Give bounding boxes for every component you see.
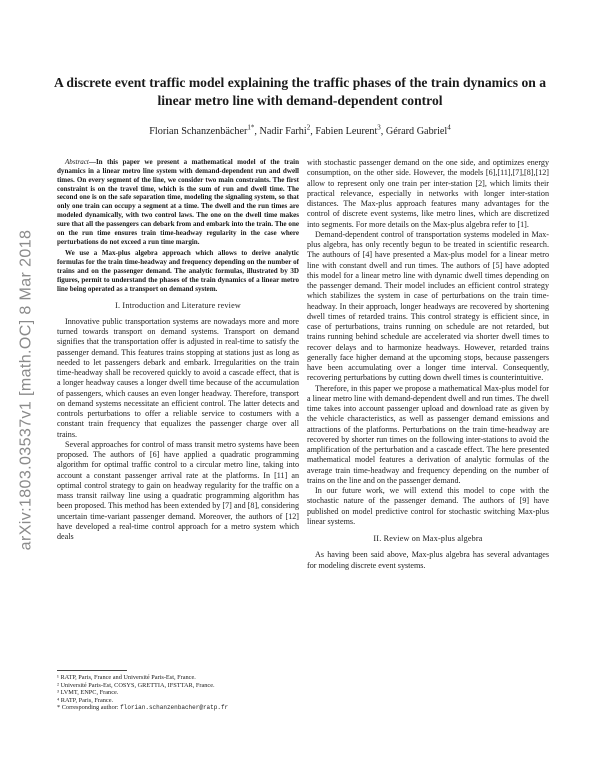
section-heading-max-plus: II. Review on Max-plus algebra	[373, 534, 483, 543]
arxiv-identifier: arXiv:1803.03537v1 [math.OC] 8 Mar 2018	[17, 229, 35, 551]
footnotes	[57, 670, 299, 712]
author-3: Fabien Leurent$^3$,	[315, 124, 386, 138]
abstract-paragraph-2: We use a Max-plus algebra approach which allows to derive analytic formulas for the train time-headway and frequency depending on the number of trains and on the passenger demand. The analytic formulas, illustrated by 3D figures, permit to understand the phases of the train dynamics of a linear metro line being operated as a transport on demand system.	[57, 249, 299, 293]
body-paragraph: As having been said above, Max-plus algebra has several advantages for modeling discrete event systems.	[307, 550, 549, 570]
footnote: ⁴ RATP, Paris, France.	[57, 696, 114, 704]
body-paragraph: In our future work, we will extend this model to cope with the stochastic nature of the passenger demand. The authors of [9] have published on model predictive control for stochastic switching Max-plus linear systems.	[307, 486, 549, 526]
footnote: ² Université Paris-Est, COSYS, GRETTIA, IFSTTAR, France.	[57, 681, 215, 689]
body-paragraph: Therefore, in this paper we propose a mathematical Max-plus model for a linear metro line with demand-dependent dwell and run times. The dwell time takes into account passenger upload and download rate as given by the vehicle characteristics, as well as passenger demand emissions and attractions of the platforms. Perturbations on the train time-headway are recovered by shorter run times on the following inter-stations to avoid the amplification of the perturbation and a cascade effect. The here presented mathematical model features a derivation of analytic formulas of the average train time-headway and frequency depending on the number of trains on the line and on the passenger demand.	[307, 383, 549, 485]
author-list	[40, 124, 560, 137]
abstract-label: Abstract	[65, 158, 89, 166]
author-4: Gérard Gabriel$^4$	[385, 124, 451, 138]
section-heading-introduction: I. Introduction and Literature review	[115, 300, 241, 310]
arxiv-sidebar	[4, 200, 48, 580]
body-paragraph: Demand-dependent control of transportation systems modeled in Max-plus algebra, has only recently begun to be treated in scientific research. The authours of [4] have presented a Max-plus model for a linear metro line with constant dwell and run times. The authors of [5] have adopted this model for a linear metro line with dynamic dwell times depending on the passenger demand. Their model includes an efficient control strategy which stabilizes the system in case of perturbations on the train time-headway. In their approach, longer headways are recovered by shortening dwell times of retarded trains. This control strategy is efficient since, in case of perturbations, trains running on schedule are not retarded, but trains running behind schedule are accelerated via shorter dwell times to recover delays and to harmonize headways. However, retarded trains generally face higher demand at the upcoming stops, because passengers have been accumulating over a longer time interval. Consequently, recovering perturbations by cutting down dwell times is counterintuitive.	[307, 229, 549, 383]
abstract-paragraph-1: Abstract—In this paper we present a mathematical model of the train dynamics in a linear metro line system with demand-dependent run and dwell times. On every segment of the line, we consider two main constraints. The first constraint is on the travel time, which is the sum of run and dwell time. The second one is on the safe separation time, modeling the signaling system, so that only one train can occupy a segment at a time. The dwell and the run times are modeled dynamically, with two control laws. The one on the dwell time makes sure that all the passengers can debark from and embark into the train. The one on the run time ensures train time-headway regularity in the case where perturbations do not exceed a run time margin.	[57, 158, 299, 246]
footnote-corresponding-author: * Corresponding author: florian.schanzenbacher@ratp.fr	[57, 704, 229, 712]
author-email: florian.schanzenbacher@ratp.fr	[120, 704, 229, 712]
footnote-divider	[57, 670, 127, 671]
body-paragraph: Several approaches for control of mass transit metro systems have been proposed. The authors of [6] have applied a quadratic programming algorithm for optimal traffic control to a circular metro line, taking into account a constant passenger arrival rate at the platforms. In [11] an optimal control strategy to gain on headway regularity for the traffic on a mass transit railway line using a quadratic programming algorithm has been proposed. This method has been extended by [7] and [8], considering uncertain time-variant passenger demand. Moreover, the authors of [12] have developed a real-time control approach for a metro system which deals	[57, 439, 299, 542]
right-column	[307, 158, 549, 571]
author-2: Nadir Farhi$^2$,	[259, 124, 316, 138]
footnote: ³ LVMT, ENPC, France.	[57, 689, 119, 697]
body-paragraph: Innovative public transportation systems are nowadays more and more turned towards transport on demand systems. Transport on demand signifies that the transportation offer is adjusted in real-time to satisfy the passenger demand. This features trains stopping at stations just as long as needed to let passengers debark and embark. Irregularities on the train time-headway shall be recovered quickly to avoid a cascade effect, that is a longer headway causes a longer dwell time because of the accumulation of passengers, which causes an even longer headway. Therefore, transport on demand systems necessitate an efficient control. The latter detects and controls perturbations to offer a reliable service to costumers with a constant train frequency that equalizes the passenger charge over all trains.	[57, 316, 299, 439]
footnote: ¹ RATP, Paris, France and Université Paris-Est, France.	[57, 674, 196, 681]
body-paragraph: with stochastic passenger demand on the one side, and optimizes energy consumption, on the other side. However, the models [6],[11],[7],[8],[12] allow to represent only one train per inter-station [2], which limits their practical relevance, especially in networks with longer inter-station distances. The Max-plus approach features many advantages for the control of discrete event systems, like metro lines, which are discretized into segments. For more details on the Max-plus algebra refer to [1].	[307, 158, 549, 229]
author-1: Florian Schanzenbächer$^{1*}$,	[149, 124, 260, 138]
paper-title: A discrete event traffic model explaining the traffic phases of the train dynamics on a linear metro line with demand-dependent control	[53, 75, 547, 108]
left-column	[57, 158, 299, 542]
